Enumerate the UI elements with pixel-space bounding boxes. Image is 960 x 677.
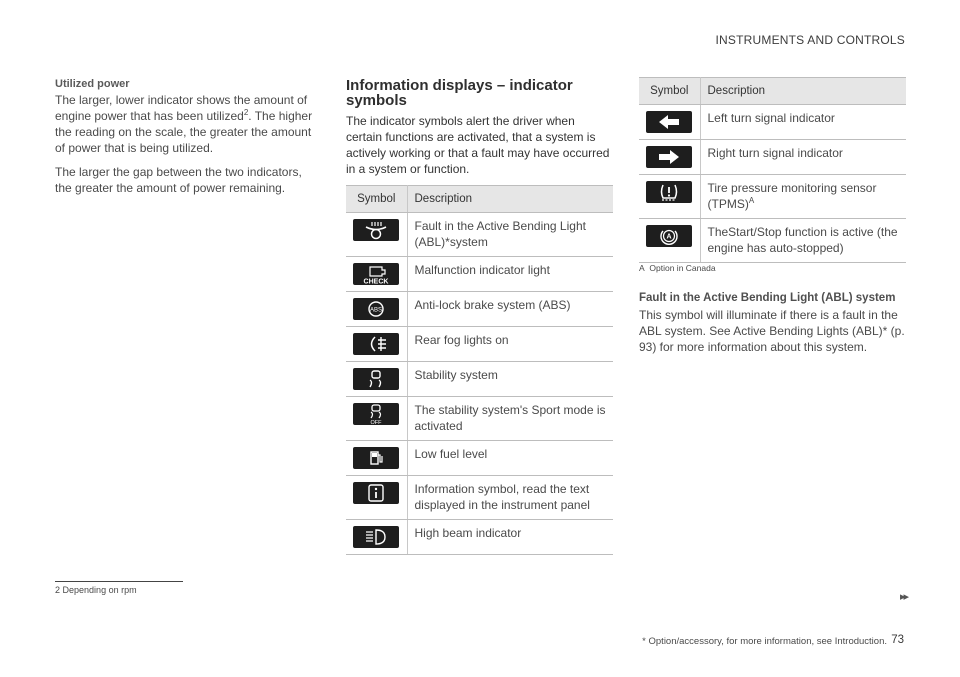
abl-fault-icon xyxy=(353,219,399,241)
table-row xyxy=(639,140,906,175)
description-cell: The stability system's Sport mode is activated xyxy=(407,397,613,441)
description-column-header: Description xyxy=(407,186,613,213)
table-row xyxy=(346,292,613,327)
start-stop-icon xyxy=(646,225,692,247)
description-cell: TheStart/Stop function is active (the engine has auto-stopped) xyxy=(700,219,906,263)
stability-system-icon xyxy=(353,368,399,390)
rear-fog-light-icon xyxy=(353,333,399,355)
utilized-power-heading: Utilized power xyxy=(55,78,130,90)
footnote-text: Depending on rpm xyxy=(62,585,137,595)
table-row xyxy=(346,257,613,292)
abl-fault-section xyxy=(639,290,909,355)
description-cell: Anti-lock brake system (ABS) xyxy=(407,292,613,327)
footnote xyxy=(55,585,137,595)
off-icon-label: OFF xyxy=(370,420,382,425)
left-column xyxy=(55,78,317,196)
description-cell: High beam indicator xyxy=(407,520,613,555)
tire-pressure-icon xyxy=(646,181,692,203)
right-turn-signal-icon xyxy=(646,146,692,168)
indicator-symbols-table xyxy=(346,185,613,555)
table-note-text: Option in Canada xyxy=(649,263,716,273)
description-cell: Information symbol, read the text displayed in the instrument panel xyxy=(407,476,613,520)
indicator-symbols-heading: Information displays – indicator symbols xyxy=(346,77,573,109)
table-row xyxy=(639,219,906,263)
information-icon xyxy=(353,482,399,504)
indicator-symbols-table-continued xyxy=(639,77,906,263)
middle-column xyxy=(346,78,613,177)
description-cell: Low fuel level xyxy=(407,441,613,476)
description-cell: Fault in the Active Bending Light (ABL)*system xyxy=(407,213,613,257)
description-cell: Left turn signal indicator xyxy=(700,105,906,140)
low-fuel-icon xyxy=(353,447,399,469)
indicator-symbols-intro: The indicator symbols alert the driver when certain functions are activated, that a system is actively working or that a fault may have occurred in a system or function. xyxy=(346,114,610,176)
table-note xyxy=(639,263,716,273)
table-row xyxy=(346,397,613,441)
start-stop-icon-label: A xyxy=(666,233,672,241)
description-column-header: Description xyxy=(700,78,906,105)
description-cell: Stability system xyxy=(407,362,613,397)
table-header-row xyxy=(639,78,906,105)
description-cell: Malfunction indicator light xyxy=(407,257,613,292)
table-row xyxy=(346,476,613,520)
footnote-ref: 2 xyxy=(243,108,249,117)
symbol-column-header: Symbol xyxy=(346,186,407,213)
left-turn-signal-icon xyxy=(646,111,692,133)
check-icon-label: CHECK xyxy=(363,278,389,285)
table-row xyxy=(346,520,613,555)
page-number: 73 xyxy=(891,634,904,646)
abl-fault-heading: Fault in the Active Bending Light (ABL) system xyxy=(639,292,896,304)
abs-icon-label: ABS xyxy=(370,307,383,314)
table-row xyxy=(639,105,906,140)
table-note-marker: A xyxy=(639,263,645,273)
table-row xyxy=(346,213,613,257)
high-beam-icon xyxy=(353,526,399,548)
section-title: INSTRUMENTS AND CONTROLS xyxy=(715,33,905,47)
utilized-power-paragraph-2: The larger the gap between the two indicators, the greater the amount of power remaining. xyxy=(55,165,302,195)
abs-icon xyxy=(353,298,399,320)
abl-fault-body: This symbol will illuminate if there is a fault in the ABL system. See Active Bending Lights (ABL)* (p. 93) for more information about this system. xyxy=(639,308,905,354)
table-header-row xyxy=(346,186,613,213)
table-row xyxy=(346,441,613,476)
table-row xyxy=(346,327,613,362)
symbol-column-header: Symbol xyxy=(639,78,700,105)
description-cell: Right turn signal indicator xyxy=(700,140,906,175)
table-note-ref: A xyxy=(748,196,755,205)
description-cell: Rear fog lights on xyxy=(407,327,613,362)
table-row xyxy=(639,175,906,219)
table-row xyxy=(346,362,613,397)
next-page-arrows-icon[interactable]: ▸▸ xyxy=(899,591,907,603)
check-engine-icon xyxy=(353,263,399,285)
footnote-divider xyxy=(55,581,183,582)
description-cell: Tire pressure monitoring sensor (TPMS)$^A$ xyxy=(700,175,906,219)
stability-sport-mode-icon xyxy=(353,403,399,425)
utilized-power-paragraph-1: The larger, lower indicator shows the amount of engine power that has been utilized$^2$. The higher the reading on the scale, the greater the amount of power that is being utilized. xyxy=(55,93,313,155)
footnote-marker: 2 xyxy=(55,585,61,595)
option-accessory-note: * Option/accessory, for more information, see Introduction. xyxy=(642,636,887,647)
